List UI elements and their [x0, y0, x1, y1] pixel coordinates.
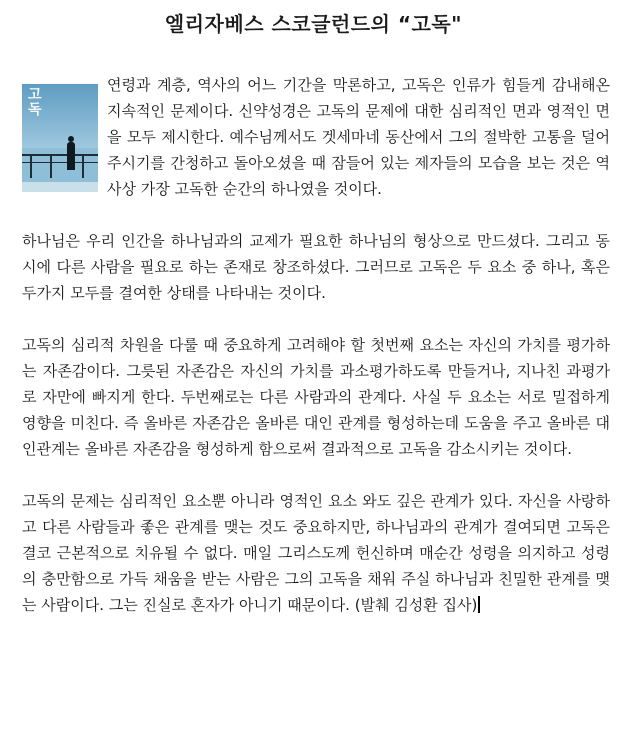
cover-railing-post	[30, 154, 32, 178]
document-body	[22, 72, 610, 644]
document-title: 엘리자베스 스코글런드의 “고독"	[164, 12, 463, 36]
paragraph-3: 고독의 심리적 차원을 다룰 때 중요하게 고려해야 할 첫번째 요소는 자신의 가치를 평가하는 자존감이다. 그릇된 자존감은 자신의 가치를 과소평가하도록 만들거나, 지나친 과평가로 자만에 빠지게 한다. 두번째로는 다른 사람과의 관계다. 사실 두 요소는 서로 밀접하게 영향을 미친다. 즉 올바른 자존감은 올바른 대인 관계를 형성하는데 도움을 주고 올바른 대인관계는 올바른 자존감을 형성하게 함으로써 결과적으로 고독을 감소시키는 것이다.	[22, 336, 610, 458]
paragraph-4-text: 고독의 문제는 심리적인 요소뿐 아니라 영적인 요소 와도 깊은 관계가 있다. 자신을 사랑하고 다른 사람들과 좋은 관계를 맺는 것도 중요하지만, 하나님과의 관계가 결여되면 고독은 결코 근본적으로 치유될 수 없다. 매일 그리스도께 헌신하며 매순간 성령을 의지하고 성령의 충만함으로 가득 채움을 받는 사람은 그의 고독을 채워 주실 하나님과 친밀한 관계를 맺는 사람이다. 그는 진실로 혼자가 아니기 때문이다. (발췌 김성환 집사)	[22, 492, 610, 614]
paragraph-2: 하나님은 우리 인간을 하나님과의 교제가 필요한 하나님의 형상으로 만드셨다. 그리고 동시에 다른 사람을 필요로 하는 존재로 창조하셨다. 그러므로 고독은 두 요소 중 하나, 혹은 두가지 모두를 결여한 상태를 나타내는 것이다.	[22, 232, 610, 302]
paragraph-1-text: 연령과 계층, 역사의 어느 기간을 막론하고, 고독은 인류가 힘들게 감내해온 지속적인 문제이다. 신약성경은 고독의 문제에 대한 심리적인 면과 영적인 면을 모두 제시한다. 예수님께서도 겟세마네 동산에서 그의 절박한 고통을 덜어 주시기를 간청하고 돌아오셨을 때 잠들어 있는 제자들의 모습을 보는 것은 역사상 가장 고독한 순간의 하나였을 것이다.	[107, 76, 610, 198]
cover-railing-lower	[22, 162, 98, 163]
cover-bottom-band	[22, 182, 98, 192]
cover-railing-post	[50, 154, 52, 178]
paragraph-1	[22, 72, 610, 202]
cover-railing-post	[82, 154, 84, 178]
book-cover-image	[22, 84, 98, 192]
paragraph-4[interactable]	[22, 488, 610, 618]
cover-railing	[22, 154, 98, 156]
text-cursor	[478, 596, 480, 613]
cover-person-body	[67, 142, 75, 170]
cover-title: 고독	[28, 87, 42, 118]
